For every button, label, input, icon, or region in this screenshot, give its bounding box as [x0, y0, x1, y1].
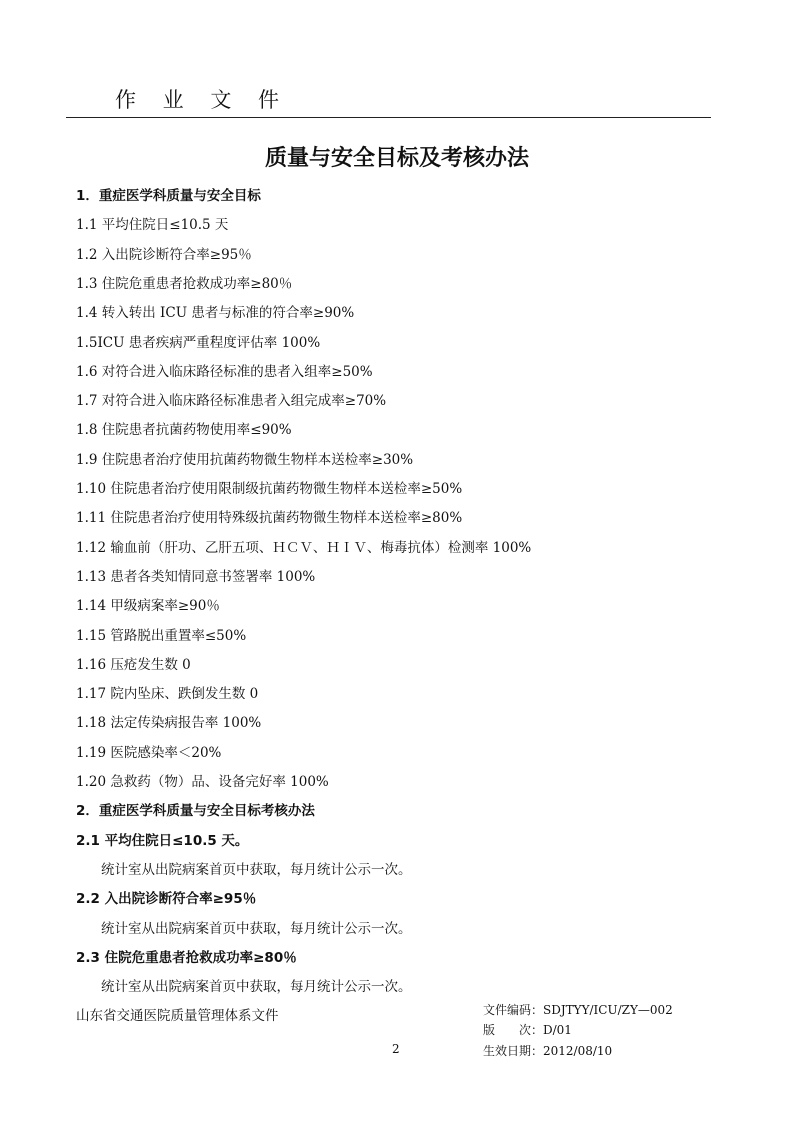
list-item: 1.5ICU 患者疾病严重程度评估率 100% — [76, 334, 321, 351]
list-item: 1.19 医院感染率＜20% — [76, 744, 222, 761]
method-text: 统计室从出院病案首页中获取，每月统计公示一次。 — [101, 920, 412, 937]
list-item: 1.14 甲级病案率≥90％ — [76, 598, 220, 615]
list-item: 1.4 转入转出 ICU 患者与标准的符合率≥90% — [76, 305, 355, 322]
header-title: 作 业 文 件 — [115, 88, 290, 112]
list-item: 1.20 急救药（物）品、设备完好率 100% — [76, 774, 329, 790]
section-heading: 1．重症医学科质量与安全目标 — [76, 188, 261, 204]
header-divider — [66, 117, 711, 118]
list-item: 1.12 输血前（肝功、乙肝五项、ＨＣＶ、ＨＩＶ、梅毒抗体）检测率 100% — [76, 539, 532, 556]
list-item: 1.7 对符合进入临床路径标准患者入组完成率≥70% — [76, 393, 387, 410]
list-item: 1.8 住院患者抗菌药物使用率≤90% — [76, 422, 292, 439]
list-item: 1.13 患者各类知情同意书签署率 100% — [76, 568, 316, 585]
list-item: 1.10 住院患者治疗使用限制级抗菌药物微生物样本送检率≥50% — [76, 481, 463, 497]
list-item: 1.6 对符合进入临床路径标准的患者入组率≥50% — [76, 363, 373, 380]
section-heading: 2．重症医学科质量与安全目标考核办法 — [76, 803, 315, 820]
list-item: 1.1 平均住院日≤10.5 天 — [76, 217, 229, 234]
list-item: 1.18 法定传染病报告率 100% — [76, 715, 262, 732]
method-text: 统计室从出院病案首页中获取，每月统计公示一次。 — [101, 861, 412, 878]
footer-version: 版 次：D/01 — [483, 1023, 572, 1037]
list-item: 1.2 入出院诊断符合率≥95％ — [76, 246, 252, 263]
list-item: 1.17 院内坠床、跌倒发生数 0 — [76, 686, 259, 703]
footer-doc-code: 文件编码：SDJTYY/ICU/ZY—002 — [483, 1003, 673, 1017]
section-heading: 2.2 入出院诊断符合率≥95％ — [76, 891, 257, 908]
list-item: 1.9 住院患者治疗使用抗菌药物微生物样本送检率≥30% — [76, 451, 414, 468]
list-item: 1.16 压疮发生数 0 — [76, 656, 191, 673]
section-heading: 2.3 住院危重患者抢救成功率≥80％ — [76, 949, 297, 966]
footer-organization: 山东省交通医院质量管理体系文件 — [76, 1008, 279, 1024]
list-item: 1.11 住院患者治疗使用特殊级抗菌药物微生物样本送检率≥80% — [76, 510, 463, 527]
footer-effective-date: 生效日期：2012/08/10 — [483, 1044, 613, 1058]
document-title: 质量与安全目标及考核办法 — [264, 146, 529, 171]
list-item: 1.3 住院危重患者抢救成功率≥80％ — [76, 275, 293, 292]
section-heading: 2.1 平均住院日≤10.5 天。 — [76, 832, 249, 849]
page-number: 2 — [392, 1042, 400, 1056]
method-text: 统计室从出院病案首页中获取，每月统计公示一次。 — [101, 979, 412, 996]
list-item: 1.15 管路脱出重置率≤50% — [76, 627, 247, 644]
